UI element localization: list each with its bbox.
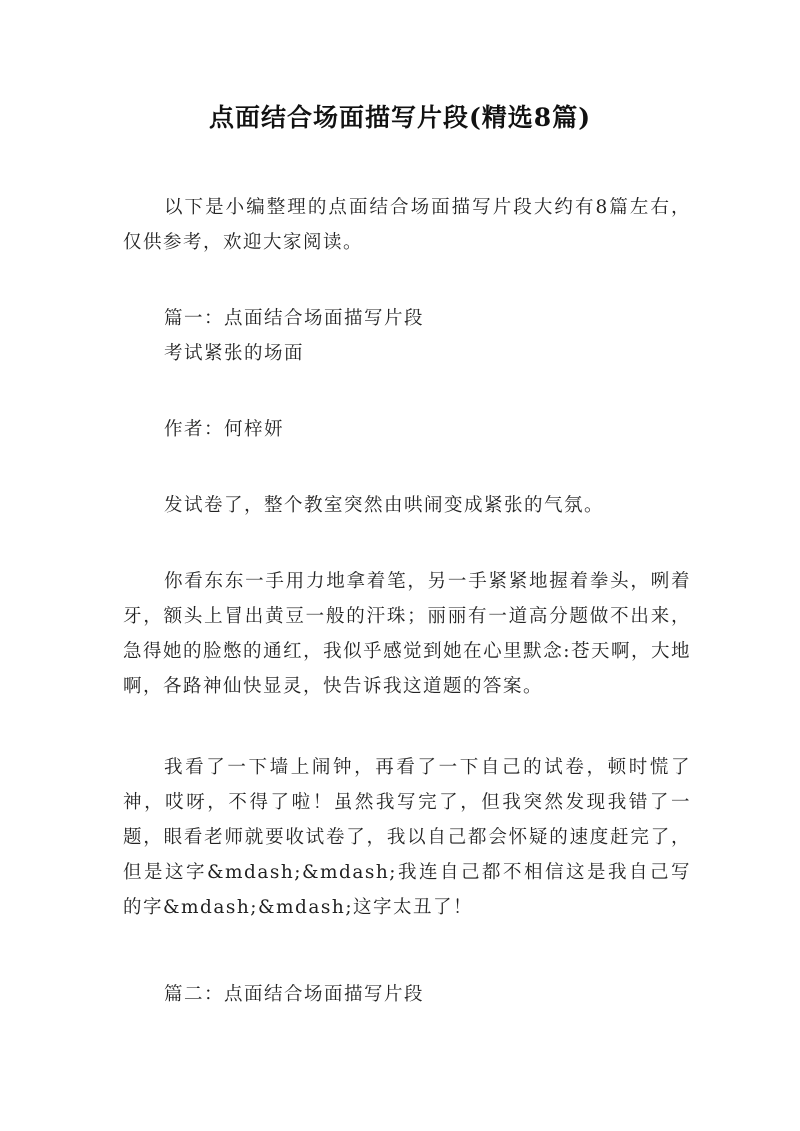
section1-paragraph-2: 你看东东一手用力地拿着笔，另一手紧紧地握着拳头，咧着牙，额头上冒出黄豆一般的汗珠；丽丽有一道高分题做不出来，急得她的脸憋的通红，我似乎感觉到她在心里默念:苍天啊，大地啊，各路神仙快显灵，快告诉我这道题的答案。 xyxy=(123,571,691,697)
section1-subtitle: 考试紧张的场面 xyxy=(164,343,305,364)
section1-paragraph-3: 我看了一下墙上闹钟，再看了一下自己的试卷，顿时慌了神，哎呀，不得了啦！虽然我写完了，但我突然发现我错了一题，眼看老师就要收试卷了，我以自己都会怀疑的速度赶完了，但是这字&mdash;&mdash;我连自己都不相信这是我自己写的字&mdash;&mdash;这字太丑了！ xyxy=(123,757,691,918)
intro-paragraph: 以下是小编整理的点面结合场面描写片段大约有8篇左右，仅供参考，欢迎大家阅读。 xyxy=(123,197,691,253)
document-title: 点面结合场面描写片段(精选8篇) xyxy=(208,103,592,132)
section1-heading: 篇一：点面结合场面描写片段 xyxy=(164,308,425,329)
section1-author: 作者：何梓妍 xyxy=(164,419,285,440)
section2-heading: 篇二：点面结合场面描写片段 xyxy=(164,984,425,1005)
section1-paragraph-1: 发试卷了，整个教室突然由哄闹变成紧张的气氛。 xyxy=(164,495,605,516)
